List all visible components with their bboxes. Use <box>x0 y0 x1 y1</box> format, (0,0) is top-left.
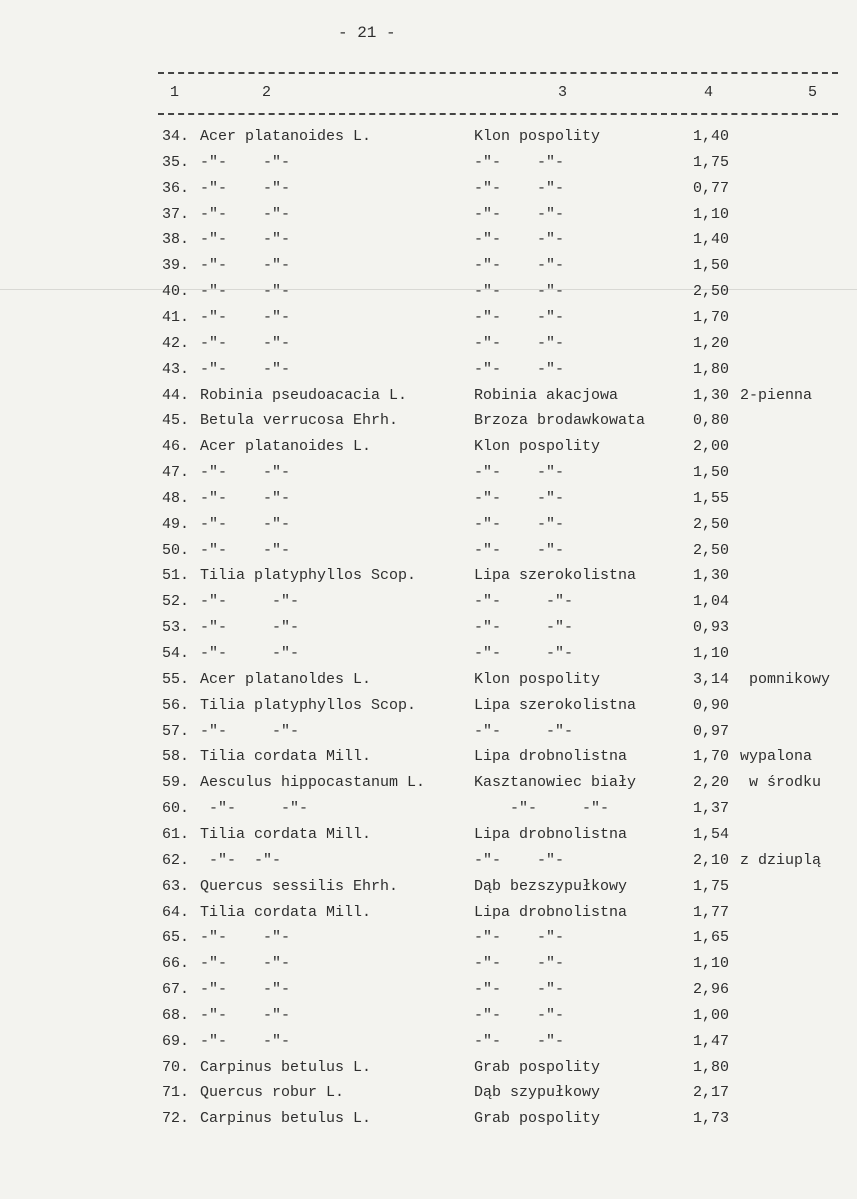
measurement-value: 0,80 <box>693 412 730 430</box>
latin-name: -"- -"- <box>200 1032 291 1050</box>
remark: pomnikowy <box>740 670 831 688</box>
measurement-value: 2,17 <box>693 1084 730 1102</box>
polish-name: Robinia akacjowa <box>474 386 619 404</box>
measurement-value: 1,50 <box>693 257 730 275</box>
latin-name: -"- -"- <box>200 541 291 559</box>
polish-name: Grab pospolity <box>474 1058 601 1076</box>
measurement-value: 1,37 <box>693 800 730 818</box>
latin-name: -"- -"- <box>200 231 291 249</box>
row-number: 67. <box>162 981 190 999</box>
polish-name: -"- -"- <box>474 360 565 378</box>
row-number: 49. <box>162 515 190 533</box>
row-number: 44. <box>162 386 190 404</box>
measurement-value: 1,70 <box>693 748 730 766</box>
polish-name: -"- -"- <box>474 153 565 171</box>
latin-name: -"- -"- <box>200 334 291 352</box>
measurement-value: 1,20 <box>693 334 730 352</box>
row-number: 56. <box>162 696 190 714</box>
measurement-value: 1,54 <box>693 825 730 843</box>
measurement-value: 1,04 <box>693 593 730 611</box>
measurement-value: 1,00 <box>693 1006 730 1024</box>
polish-name: Lipa drobnolistna <box>474 748 628 766</box>
measurement-value: 0,90 <box>693 696 730 714</box>
latin-name: -"- -"- <box>200 360 291 378</box>
measurement-value: 1,30 <box>693 386 730 404</box>
row-number: 68. <box>162 1006 190 1024</box>
row-number: 55. <box>162 670 190 688</box>
polish-name: -"- -"- <box>474 645 574 662</box>
latin-name: Acer platanoides L. <box>200 438 372 456</box>
measurement-value: 1,40 <box>693 128 730 145</box>
measurement-value: 1,75 <box>693 153 730 171</box>
measurement-value: 1,73 <box>693 1110 730 1128</box>
latin-name: -"- -"- <box>200 283 291 301</box>
latin-name: Quercus sessilis Ehrh. <box>200 877 399 895</box>
row-number: 41. <box>162 308 190 326</box>
polish-name: -"- -"- <box>474 1032 565 1050</box>
row-number: 59. <box>162 774 190 792</box>
polish-name: -"- -"- <box>474 179 565 197</box>
row-number: 51. <box>162 567 190 585</box>
measurement-value: 1,80 <box>693 1058 730 1076</box>
measurement-value: 0,93 <box>693 619 730 637</box>
measurement-value: 1,10 <box>693 955 730 973</box>
measurement-value: 2,50 <box>693 541 730 559</box>
row-number: 60. <box>162 800 190 818</box>
header-bottom-rule <box>158 113 838 115</box>
row-number: 40. <box>162 283 190 301</box>
measurement-value: 2,20 <box>693 774 730 792</box>
latin-name: -"- -"- <box>200 619 300 637</box>
remark: w środku <box>740 774 822 792</box>
latin-name: Tilia cordata Mill. <box>200 825 372 843</box>
measurement-value: 1,55 <box>693 489 730 507</box>
column-header-5: 5 <box>808 84 818 101</box>
polish-name: -"- -"- <box>474 981 565 999</box>
polish-name: -"- -"- <box>474 722 574 740</box>
polish-name: -"- -"- <box>474 308 565 326</box>
measurement-value: 2,96 <box>693 981 730 999</box>
column-header-4: 4 <box>704 84 714 101</box>
latin-name: -"- -"- <box>200 153 291 171</box>
measurement-value: 1,77 <box>693 903 730 921</box>
page-number: - 21 - <box>338 24 396 42</box>
latin-name: -"- -"- <box>200 515 291 533</box>
polish-name: Kasztanowiec biały <box>474 774 637 792</box>
polish-name: -"- -"- <box>474 257 565 275</box>
polish-name: -"- -"- <box>474 489 565 507</box>
header-top-rule <box>158 72 838 74</box>
latin-name: -"- -"- <box>200 1006 291 1024</box>
row-number: 45. <box>162 412 190 430</box>
latin-name: -"- -"- <box>200 929 291 947</box>
measurement-value: 1,65 <box>693 929 730 947</box>
row-number: 38. <box>162 231 190 249</box>
row-number: 34. <box>162 128 190 145</box>
latin-name: Betula verrucosa Ehrh. <box>200 412 399 430</box>
row-number: 69. <box>162 1032 190 1050</box>
polish-name: -"- -"- <box>474 205 565 223</box>
latin-name: -"- -"- <box>200 955 291 973</box>
latin-name: Carpinus betulus L. <box>200 1058 372 1076</box>
polish-name: -"- -"- <box>474 1006 565 1024</box>
row-number: 72. <box>162 1110 190 1128</box>
polish-name: -"- -"- <box>474 929 565 947</box>
latin-name: -"- -"- <box>200 205 291 223</box>
latin-name: Tilia platyphyllos Scop. <box>200 567 417 585</box>
polish-name: Dąb szypułkowy <box>474 1084 601 1102</box>
measurement-value: 1,70 <box>693 308 730 326</box>
measurement-value: 0,77 <box>693 179 730 197</box>
latin-name: -"- -"- <box>200 464 291 482</box>
row-number: 70. <box>162 1058 190 1076</box>
latin-name: -"- -"- <box>200 981 291 999</box>
row-number: 65. <box>162 929 190 947</box>
polish-name: -"- -"- <box>474 464 565 482</box>
polish-name: -"- -"- <box>474 231 565 249</box>
row-number: 35. <box>162 153 190 171</box>
row-number: 48. <box>162 489 190 507</box>
polish-name: Dąb bezszypułkowy <box>474 877 628 895</box>
row-number: 43. <box>162 360 190 378</box>
column-header-2: 2 <box>262 84 272 101</box>
row-number: 37. <box>162 205 190 223</box>
polish-name: Brzoza brodawkowata <box>474 412 646 430</box>
polish-name: Lipa szerokolistna <box>474 567 637 585</box>
measurement-value: 1,10 <box>693 205 730 223</box>
measurement-value: 2,50 <box>693 283 730 301</box>
row-number: 66. <box>162 955 190 973</box>
latin-name: Tilia cordata Mill. <box>200 748 372 766</box>
latin-name: Robinia pseudoacacia L. <box>200 386 408 404</box>
row-number: 54. <box>162 645 190 662</box>
latin-name: Tilia cordata Mill. <box>200 903 372 921</box>
polish-name: Klon pospolity <box>474 128 601 145</box>
polish-name: Grab pospolity <box>474 1110 601 1128</box>
measurement-value: 0,97 <box>693 722 730 740</box>
latin-name: -"- -"- <box>200 851 282 869</box>
row-number: 64. <box>162 903 190 921</box>
row-number: 46. <box>162 438 190 456</box>
measurement-value: 2,10 <box>693 851 730 869</box>
measurement-value: 1,47 <box>693 1032 730 1050</box>
polish-name: -"- -"- <box>474 283 565 301</box>
polish-name: Klon pospolity <box>474 670 601 688</box>
measurement-value: 2,50 <box>693 515 730 533</box>
latin-name: Quercus robur L. <box>200 1084 345 1102</box>
latin-name: -"- -"- <box>200 308 291 326</box>
row-number: 63. <box>162 877 190 895</box>
row-number: 58. <box>162 748 190 766</box>
row-number: 53. <box>162 619 190 637</box>
latin-name: Acer platanoides L. <box>200 128 372 145</box>
remark: wypalona <box>740 748 813 766</box>
column-header-3: 3 <box>558 84 568 101</box>
latin-name: Tilia platyphyllos Scop. <box>200 696 417 714</box>
latin-name: -"- -"- <box>200 645 300 662</box>
remark: 2-pienna <box>740 386 813 404</box>
polish-name: Lipa szerokolistna <box>474 696 637 714</box>
latin-name: Carpinus betulus L. <box>200 1110 372 1128</box>
measurement-value: 1,75 <box>693 877 730 895</box>
measurement-value: 1,50 <box>693 464 730 482</box>
row-number: 52. <box>162 593 190 611</box>
polish-name: Lipa drobnolistna <box>474 825 628 843</box>
row-number: 42. <box>162 334 190 352</box>
row-number: 47. <box>162 464 190 482</box>
latin-name: -"- -"- <box>200 257 291 275</box>
latin-name: Acer platanoldes L. <box>200 670 372 688</box>
measurement-value: 1,80 <box>693 360 730 378</box>
polish-name: -"- -"- <box>474 800 610 818</box>
row-number: 62. <box>162 851 190 869</box>
polish-name: -"- -"- <box>474 955 565 973</box>
polish-name: -"- -"- <box>474 334 565 352</box>
measurement-value: 3,14 <box>693 670 730 688</box>
measurement-value: 1,40 <box>693 231 730 249</box>
polish-name: -"- -"- <box>474 851 565 869</box>
polish-name: -"- -"- <box>474 541 565 559</box>
row-number: 50. <box>162 541 190 559</box>
remark: z dziuplą <box>740 851 822 869</box>
latin-name: Aesculus hippocastanum L. <box>200 774 426 792</box>
latin-name: -"- -"- <box>200 593 300 611</box>
latin-name: -"- -"- <box>200 489 291 507</box>
row-number: 36. <box>162 179 190 197</box>
latin-name: -"- -"- <box>200 800 309 818</box>
row-number: 61. <box>162 825 190 843</box>
measurement-value: 1,10 <box>693 645 730 662</box>
polish-name: Lipa drobnolistna <box>474 903 628 921</box>
measurement-value: 1,30 <box>693 567 730 585</box>
column-header-1: 1 <box>170 84 180 101</box>
latin-name: -"- -"- <box>200 722 300 740</box>
polish-name: Klon pospolity <box>474 438 601 456</box>
latin-name: -"- -"- <box>200 179 291 197</box>
polish-name: -"- -"- <box>474 515 565 533</box>
measurement-value: 2,00 <box>693 438 730 456</box>
row-number: 71. <box>162 1084 190 1102</box>
polish-name: -"- -"- <box>474 593 574 611</box>
row-number: 57. <box>162 722 190 740</box>
row-number: 39. <box>162 257 190 275</box>
polish-name: -"- -"- <box>474 619 574 637</box>
